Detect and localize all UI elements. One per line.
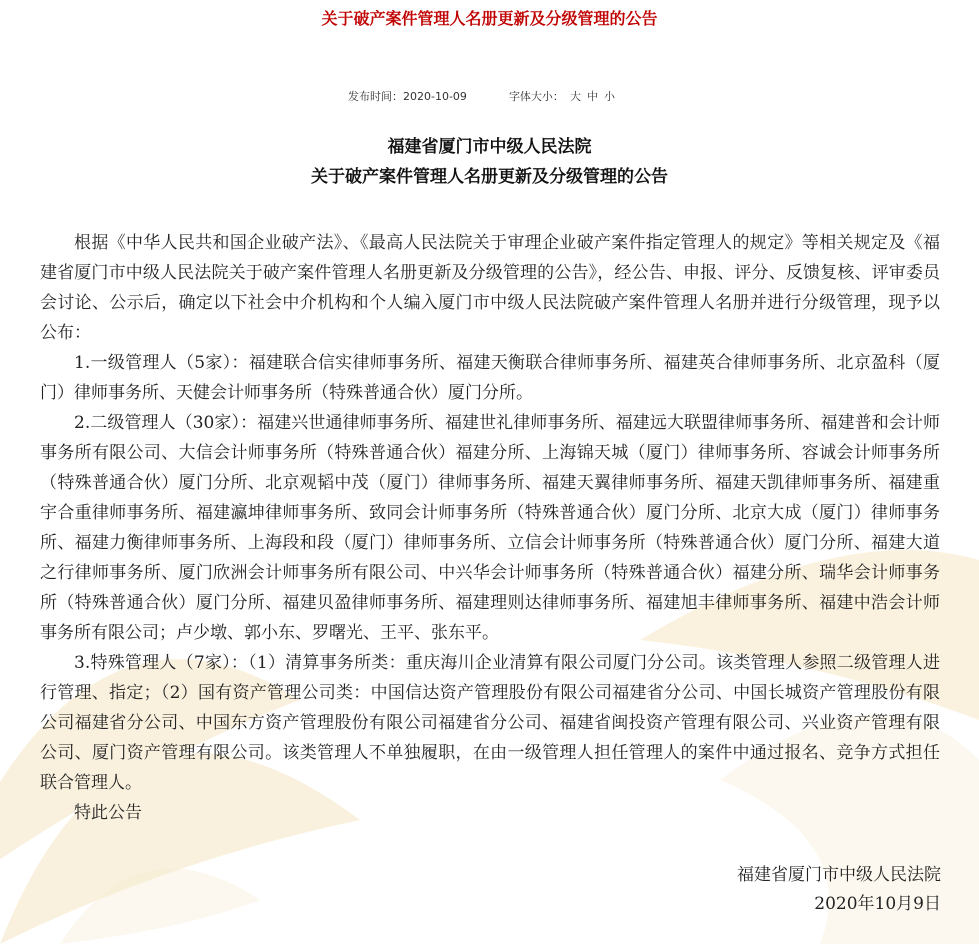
signature-date: 2020年10月9日 <box>814 894 941 914</box>
font-size-large-button[interactable]: 大 <box>569 90 581 103</box>
paragraph-special: 3.特殊管理人（7家）：（1）清算事务所类：重庆海川企业清算有限公司厦门分公司。该类管理人参照二级管理人进行管理、指定；（2）国有资产管理公司类：中国信达资产管理股份有限公司福建省分公司、中国长城资产管理股份有限公司福建省分公司、中国东方资产管理股份有限公司福建省分公司、福建省闽投资产管理有限公司、兴业资产管理有限公司、厦门资产管理有限公司。该类管理人不单独履职，在由一级管理人担任管理人的案件中通过报名、竞争方式担任联合管理人。 <box>40 653 940 793</box>
paragraph-level-two: 2.二级管理人（30家）：福建兴世通律师事务所、福建世礼律师事务所、福建远大联盟律师事务所、福建普和会计师事务所有限公司、大信会计师事务所（特殊普通合伙）福建分所、上海锦天城（厦门）律师事务所、容诚会计师事务所（特殊普通合伙）厦门分所、北京观韬中茂（厦门）律师事务所、福建天翼律师事务所、福建天凯律师事务所、福建重宇合重律师事务所、福建瀛坤律师事务所、致同会计师事务所（特殊普通合伙）厦门分所、北京大成（厦门）律师事务所、福建力衡律师事务所、上海段和段（厦门）律师事务所、立信会计师事务所（特殊普通合伙）厦门分所、福建大道之行律师事务所、厦门欣洲会计师事务所有限公司、中兴华会计师事务所（特殊普通合伙）福建分所、瑞华会计师事务所（特殊普通合伙）厦门分所、福建贝盈律师事务所、福建理则达律师事务所、福建旭丰律师事务所、福建中浩会计师事务所有限公司；卢少墩、郭小东、罗曙光、王平、张东平。 <box>40 413 940 643</box>
font-size-small-button[interactable]: 小 <box>603 90 615 103</box>
document-body <box>40 228 940 828</box>
publish-meta <box>348 88 615 104</box>
font-size-medium-button[interactable]: 中 <box>586 90 598 103</box>
paragraph-closing: 特此公告 <box>74 803 142 823</box>
font-size-label: 字体大小： <box>508 90 564 103</box>
page-title: 关于破产案件管理人名册更新及分级管理的公告 <box>321 9 658 28</box>
signature-organization: 福建省厦门市中级人民法院 <box>737 865 941 885</box>
paragraph-intro: 根据《中华人民共和国企业破产法》、《最高人民法院关于审理企业破产案件指定管理人的规定》等相关规定及《福建省厦门市中级人民法院关于破产案件管理人名册更新及分级管理的公告》，经公告、申报、评分、反馈复核、评审委员会讨论、公示后，确定以下社会中介机构和个人编入厦门市中级人民法院破产案件管理人名册并进行分级管理，现予以公布： <box>40 233 940 343</box>
document-issuer: 福建省厦门市中级人民法院 <box>387 137 592 157</box>
paragraph-level-one: 1.一级管理人（5家）：福建联合信实律师事务所、福建天衡联合律师事务所、福建英合律师事务所、北京盈科（厦门）律师事务所、天健会计师事务所（特殊普通合伙）厦门分所。 <box>40 353 940 403</box>
publish-date: 2020-10-09 <box>403 90 467 103</box>
document-title: 关于破产案件管理人名册更新及分级管理的公告 <box>311 167 668 187</box>
publish-date-label: 发布时间： <box>348 90 403 103</box>
